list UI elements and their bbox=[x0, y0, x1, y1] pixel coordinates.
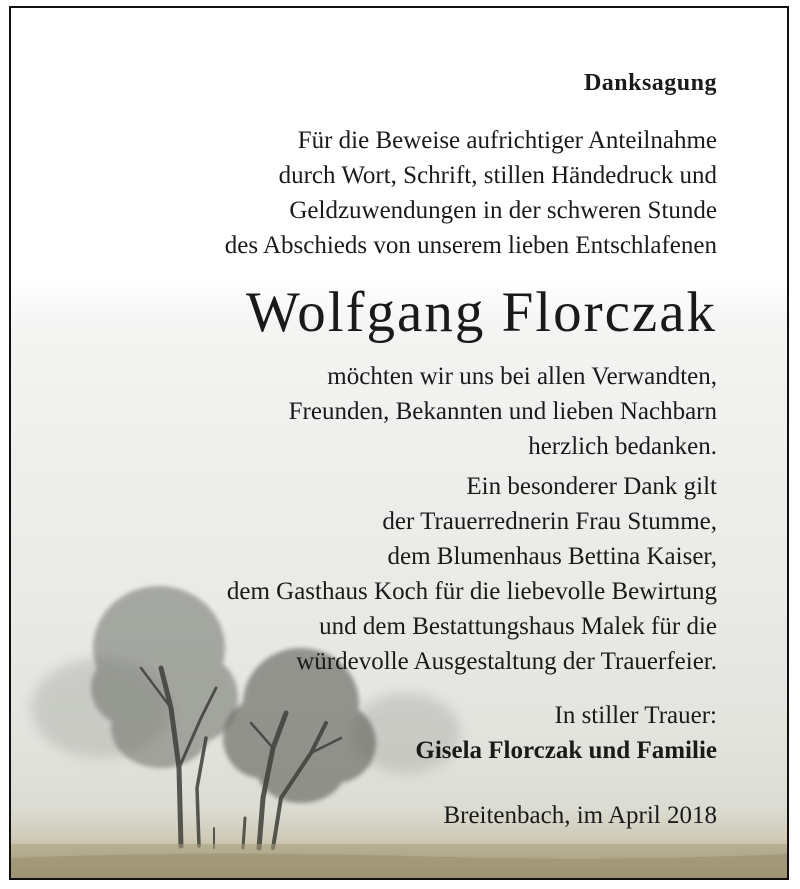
deceased-name: Wolfgang Florczak bbox=[245, 281, 717, 344]
mourning-block bbox=[415, 698, 717, 768]
special-thanks-line: würdevolle Ausgestaltung der Trauerfeier. bbox=[296, 648, 717, 675]
intro-line: des Abschieds von unserem lieben Entschlafenen bbox=[224, 232, 717, 259]
special-thanks-paragraph bbox=[227, 469, 717, 679]
special-thanks-line: der Trauerrednerin Frau Stumme, bbox=[382, 508, 717, 535]
thanks-line: Freunden, Bekannten und lieben Nachbarn bbox=[288, 398, 717, 425]
intro-line: Geldzuwendungen in der schweren Stunde bbox=[289, 197, 717, 224]
obituary-notice bbox=[9, 6, 789, 880]
thanks-line: möchten wir uns bei allen Verwandten, bbox=[327, 363, 717, 390]
intro-line: durch Wort, Schrift, stillen Händedruck und bbox=[278, 162, 717, 189]
special-thanks-line: dem Blumenhaus Bettina Kaiser, bbox=[387, 543, 717, 570]
intro-paragraph bbox=[225, 123, 717, 263]
special-thanks-line: Ein besonderer Dank gilt bbox=[466, 473, 717, 500]
special-thanks-line: und dem Bestattungshaus Malek für die bbox=[319, 613, 717, 640]
thanks-line: herzlich bedanken. bbox=[528, 433, 717, 460]
notice-heading: Danksagung bbox=[583, 70, 717, 96]
intro-line: Für die Beweise aufrichtiger Anteilnahme bbox=[297, 127, 717, 154]
thanks-paragraph bbox=[289, 359, 717, 464]
place-date: Breitenbach, im April 2018 bbox=[443, 802, 717, 829]
special-thanks-line: dem Gasthaus Koch für die liebevolle Bewirtung bbox=[226, 578, 717, 605]
mourning-label: In stiller Trauer: bbox=[554, 702, 717, 729]
signer-name: Gisela Florczak und Familie bbox=[415, 737, 717, 764]
